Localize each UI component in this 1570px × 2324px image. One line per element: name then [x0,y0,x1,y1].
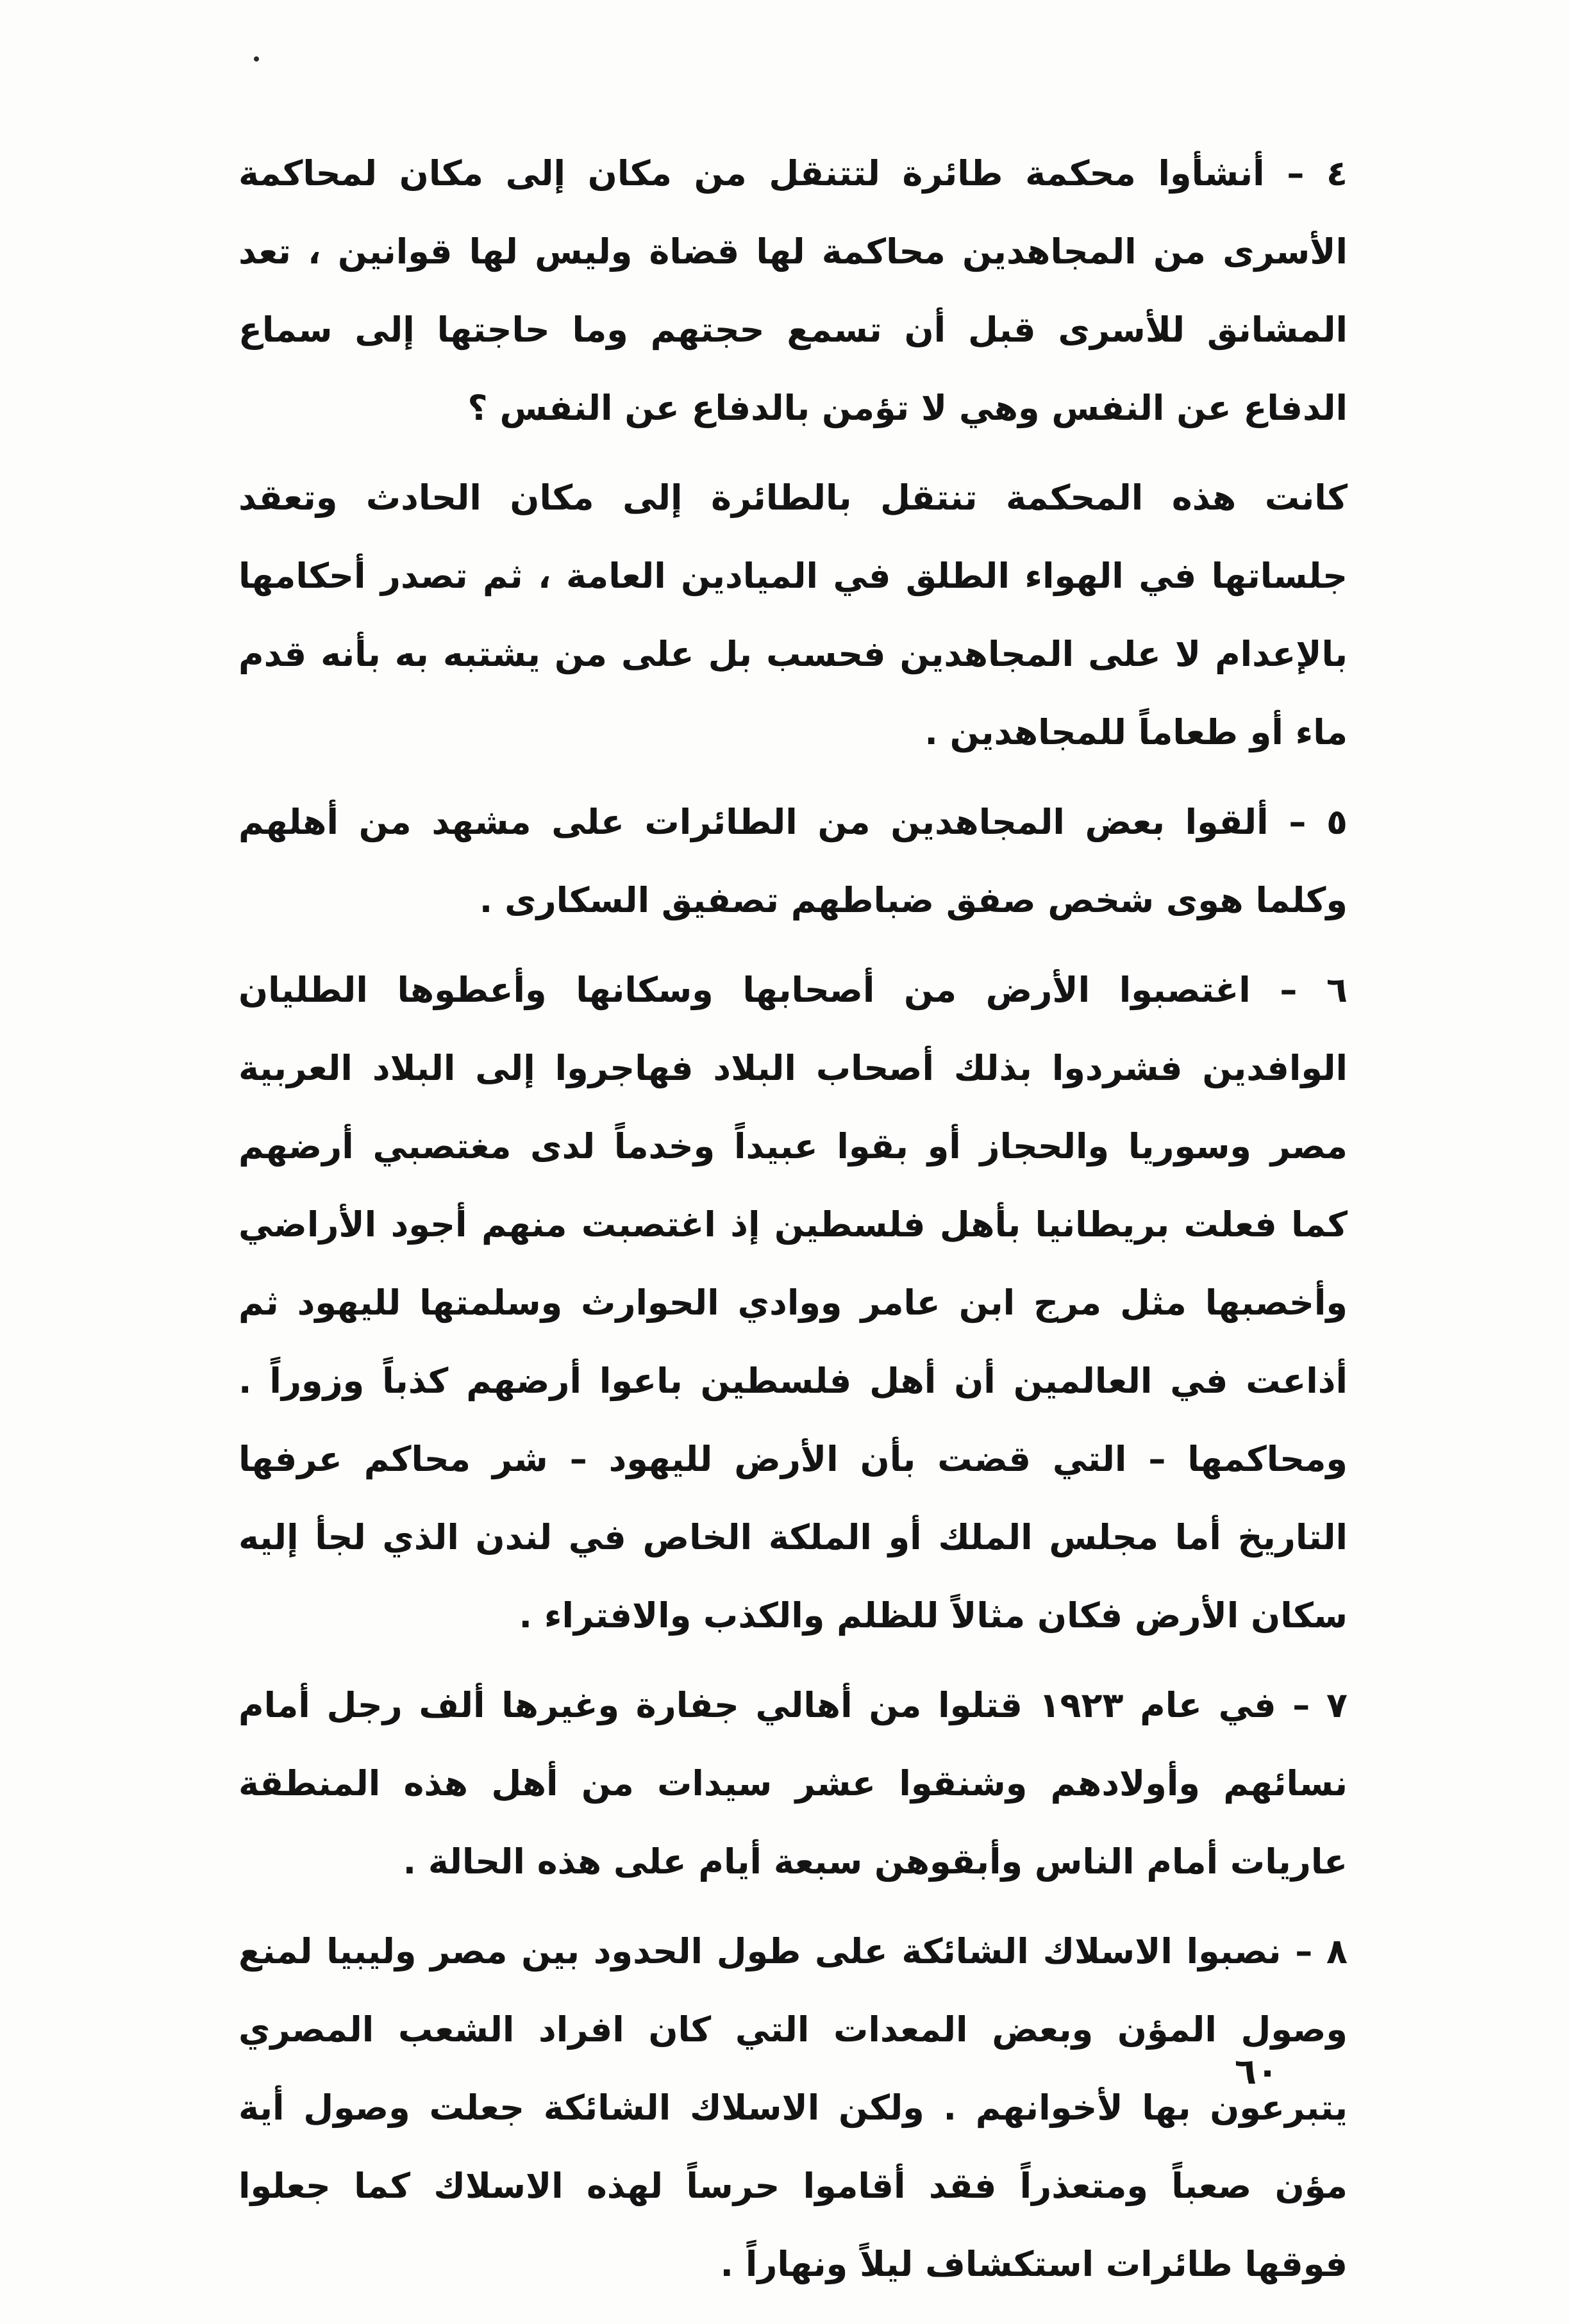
paragraph-gap [238,447,1348,459]
paragraph-item-6: ٦ – اغتصبوا الأرض من أصحابها وسكانها وأعطوها الطليان الوافدين فشردوا بذلك أصحاب البلاد فهاجروا إلى البلاد العربية مصر وسوريا والحجاز أو بقوا عبيداً وخدماً لدى مغتصبي أرضهم كما فعلت بريطانيا بأهل فلسطين إذ اغتصبت منهم أجود الأراضي وأخصبها مثل مرج ابن عامر ووادي الحوارث وسلمتها لليهود ثم أذاعت في العالمين أن أهل فلسطين باعوا أرضهم كذباً وزوراً . ومحاكمها – التي قضت بأن الأرض لليهود – شر محاكم عرفها التاريخ أما مجلس الملك أو الملكة الخاص في لندن الذي لجأ إليه سكان الأرض فكان مثالاً للظلم والكذب والافتراء . [238,970,1348,1636]
page-number: ٦٠ [1234,2051,1279,2093]
paragraph-item-8: ٨ – نصبوا الاسلاك الشائكة على طول الحدود بين مصر وليبيا لمنع وصول المؤن وبعض المعدات التي كان افراد الشعب المصري يتبرعون بها لأخوانهم . ولكن الاسلاك الشائكة جعلت وصول أية مؤن صعباً ومتعذراً فقد أقاموا حرساً لهذه الاسلاك كما جعلوا فوقها طائرات استكشاف ليلاً ونهاراً . [238,1931,1348,2284]
paragraph-item-5: ٥ – ألقوا بعض المجاهدين من الطائرات على مشهد من أهلهم وكلما هوى شخص صفق ضباطهم تصفيق السكارى . [238,802,1348,920]
paragraph-gap [238,772,1348,783]
paragraph-item-7: ٧ – في عام ١٩٢٣ قتلوا من أهالي جفارة وغيرها ألف رجل أمام نسائهم وأولادهم وشنقوا عشر سيدات من أهل هذه المنطقة عاريات أمام الناس وأبقوهن سبعة أيام على هذه الحالة . [238,1685,1348,1882]
paragraph-court-description: كانت هذه المحكمة تنتقل بالطائرة إلى مكان الحادث وتعقد جلساتها في الهواء الطلق في الميادين العامة ، ثم تصدر أحكامها بالإعدام لا على المجاهدين فحسب بل على من يشتبه به بأنه قدم ماء أو طعاماً للمجاهدين . [238,477,1348,752]
paragraph-gap [238,1655,1348,1666]
page-body-text [238,135,1348,2303]
paragraph-gap [238,1901,1348,1913]
paragraph-item-4: ٤ – أنشأوا محكمة طائرة لتتنقل من مكان إلى مكان لمحاكمة الأسرى من المجاهدين محاكمة لها قضاة وليس لها قوانين ، تعد المشانق للأسرى قبل أن تسمع حجتهم وما حاجتها إلى سماع الدفاع عن النفس وهي لا تؤمن بالدفاع عن النفس ؟ [238,153,1348,428]
ink-speck [254,56,259,62]
paragraph-gap [238,940,1348,951]
